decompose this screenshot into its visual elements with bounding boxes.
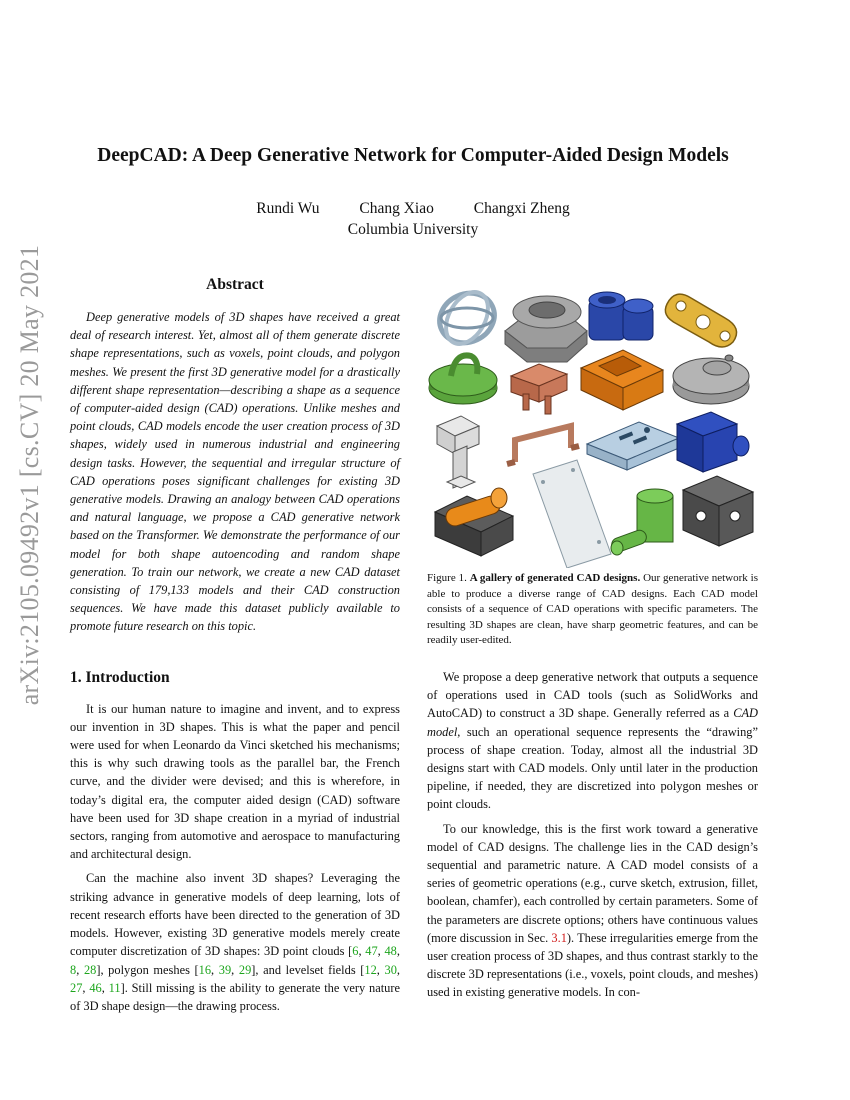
figure-caption [427, 571, 758, 649]
arxiv-identifier-text: arXiv:2105.09492v1 [cs.CV] 20 May 2021 [15, 244, 44, 706]
citation-link[interactable]: 46 [89, 980, 102, 995]
author-names [60, 200, 766, 218]
citation-link[interactable]: 16 [198, 962, 212, 977]
cad-model-orange-block [581, 350, 663, 410]
cad-model-blue-cylinders [589, 292, 653, 340]
citation-link[interactable]: 48 [384, 944, 397, 959]
cad-model-white-bracket [437, 416, 479, 488]
paragraph-text: , such an operational sequence represents the “drawing” process of shape creation. Today, almost all the industrial 3D designs start with CAD models. Only until later in the production pipeline, if needed, they are discretized into polygon meshes or point clouds. [427, 724, 758, 812]
paragraph-text: ]. Still missing is the ability to generate the very nature of 3D shape design—the drawing process. [70, 980, 400, 1013]
cad-model-grey-dome [673, 355, 749, 404]
citation-link[interactable]: 27 [70, 980, 83, 995]
cad-model-glass-panel [533, 460, 611, 568]
paragraph-text: ). These irregularities emerge from the user creation process of 3D shapes, and thus contrast starkly to the discrete 3D representations (i.e., voxels, point clouds, and meshes) used in existing generative models. In con- [427, 930, 758, 1000]
paragraph-text: Can the machine also invent 3D shapes? Leveraging the striking advance in generative models of deep learning, lots of recent research efforts have been directed to the generation of 3D models. However, existing 3D generative models merely create computer discretization of 3D shapes: 3D point clouds [ [70, 871, 400, 959]
right-column-body [427, 668, 758, 1008]
paragraph-text: ], polygon meshes [ [96, 962, 199, 977]
arxiv-identifier [10, 244, 50, 706]
left-column [70, 276, 400, 1021]
citation-link[interactable]: 30 [384, 962, 397, 977]
intro-paragraph-2: Can the machine also invent 3D shapes? Leveraging the striking advance in generative models of deep learning, lots of recent research efforts have been directed to the generation of 3D models. However, existing 3D generative models merely create computer discretization of 3D shapes: 3D point clouds [6, 47, 48, 8, 28], polygon meshes [16, 39, 29], and levelset fields [12, 30, 27, 46, 11]. Still missing is the ability to generate the very nature of 3D shape design—the drawing process. [70, 871, 401, 1013]
citation-link[interactable]: 8 [70, 962, 77, 977]
cad-gallery-figure [427, 276, 758, 568]
right-paragraph-2 [427, 820, 758, 1002]
citation-link[interactable]: 6 [352, 944, 359, 959]
cad-model-copper-part [511, 364, 567, 414]
citation-link[interactable]: 11 [108, 980, 121, 995]
emphasis-cad-model: CAD model [427, 706, 758, 739]
right-paragraph-1 [427, 668, 758, 814]
right-column-top [427, 276, 758, 649]
affiliation: Columbia University [347, 221, 479, 238]
cad-model-dark-grey-block [683, 476, 753, 546]
paragraph-text: To our knowledge, this is the first work toward a generative model of CAD designs. The challenge lies in the CAD design’s sequential and parametric nature. A CAD model consists of a series of geometric operations (e.g., curve sketch, extrusion, fillet, boolean, chamfer), each controlled by certain parameters. Some of the parameters are discrete options; others have continuous values (more discussion in Sec. [427, 821, 758, 945]
caption-label: Figure 1. [427, 572, 467, 584]
caption-bold: A gallery of generated CAD designs. [469, 572, 641, 584]
citation-link[interactable]: 28 [83, 962, 97, 977]
cad-model-green-disc [429, 355, 497, 404]
author-name: Changxi Zheng [473, 200, 570, 217]
cad-model-hex-nut [505, 296, 587, 362]
citation-link[interactable]: 47 [365, 944, 378, 959]
cad-model-blue-housing [677, 412, 749, 472]
author-block [60, 200, 766, 239]
citation-link[interactable]: 12 [364, 962, 377, 977]
paper-title: DeepCAD: A Deep Generative Network for Computer-Aided Design Models [97, 145, 729, 166]
paragraph-text: ], and levelset fields [ [251, 962, 365, 977]
paragraph-text: We propose a deep generative network that outputs a sequence of operations used in CAD tools (such as SolidWorks and AutoCAD) to construct a 3D shape. Generally referred as a [427, 670, 758, 721]
intro-paragraph-1: It is our human nature to imagine and invent, and to express our invention in 3D shapes. This is what the paper and pencil were used for when Leonardo da Vinci sketched his mechanisms; this is why such drawing tools as the parallel bar, the French curve, and the divider were devised; and this is wherefore, in today’s digital era, the computer aided design (CAD) software have been used for 3D shape creation in a myriad of industrial sectors, ranging from automotive and aerospace to manufacturing and architectural design. [70, 701, 400, 862]
cad-model-copper-handle [507, 426, 579, 464]
author-name: Chang Xiao [359, 200, 434, 217]
cad-model-dark-block-cylinder [435, 488, 513, 556]
abstract-text: Deep generative models of 3D shapes have received a great deal of research interest. Yet, almost all of them generate discrete shape representations, such as voxels, point clouds, and polygon meshes. We present the first 3D generative model for a drastically different shape representation—describing a shape as a sequence of computer-aided design (CAD) operations. Unlike meshes and point clouds, CAD models encode the user creation process of 3D shapes, widely used in numerous industrial and engineering design tasks. However, the sequential and irregular structure of CAD operations poses significant challenges for existing 3D generative models. Drawing an analogy between CAD operations and natural language, we propose a CAD generative network based on the Transformer. We demonstrate the performance of our model for both shape autoencoding and random shape generation. To train our network, we create a new CAD dataset consisting of 179,133 models and their CAD construction sequences. We have made this dataset publicly available to promote future research on this topic. [70, 310, 400, 634]
cad-model-light-blue-plate [587, 422, 679, 470]
author-name: Rundi Wu [256, 200, 320, 217]
cad-model-gold-bracket [665, 294, 736, 347]
cad-model-green-pipe [610, 489, 673, 555]
caption-text: Our generative network is able to produce a diverse range of CAD designs. Each CAD model consists of a sequence of CAD operations with specific parameters. The resulting 3D shapes are clean, have sharp geometric features, and can be readily user-edited. [427, 572, 758, 647]
citation-link[interactable]: 29 [238, 962, 252, 977]
section-reference-link[interactable]: 3.1 [551, 930, 567, 945]
section-heading-introduction: 1. Introduction [70, 668, 170, 686]
abstract-heading: Abstract [206, 276, 264, 293]
citation-link[interactable]: 39 [218, 962, 232, 977]
cad-model-rings [431, 284, 502, 351]
